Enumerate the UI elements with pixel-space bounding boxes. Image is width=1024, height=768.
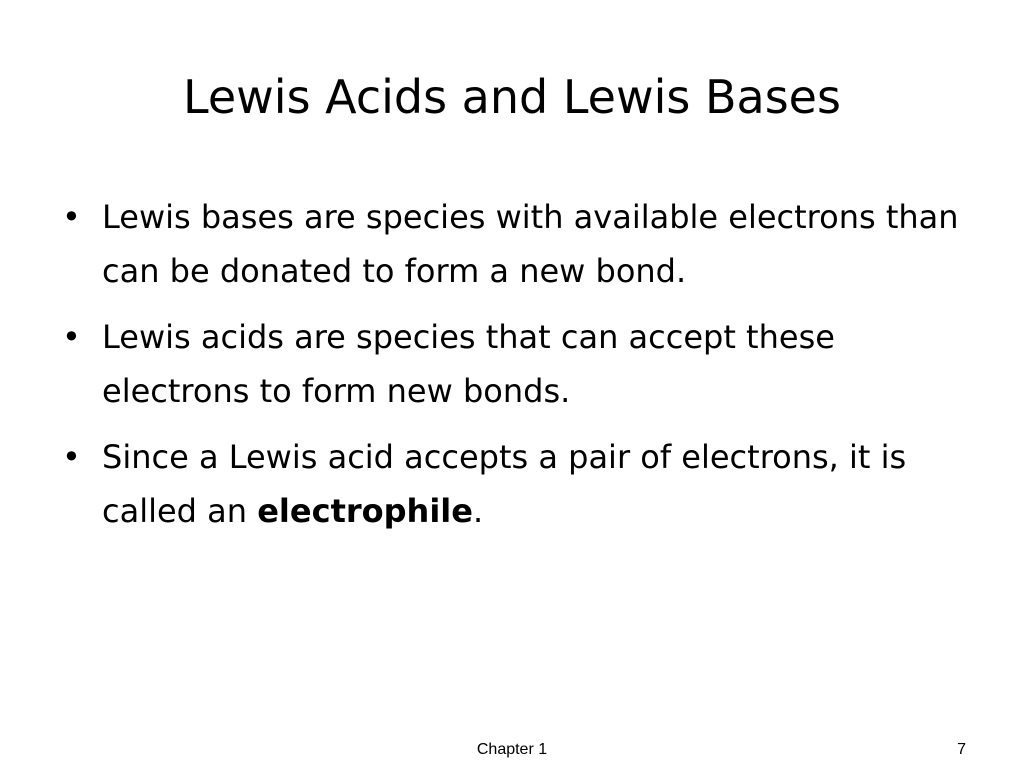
page-number: 7 bbox=[957, 741, 966, 758]
bullet-text: Lewis bases are species with available electrons than can be donated to form a new bond. bbox=[102, 198, 959, 290]
bullet-item bbox=[62, 310, 962, 418]
bullet-icon: • bbox=[62, 318, 81, 356]
emphasized-term: electrophile bbox=[257, 492, 473, 530]
bullet-list bbox=[62, 190, 962, 550]
bullet-icon: • bbox=[62, 438, 81, 476]
slide-title: Lewis Acids and Lewis Bases bbox=[183, 70, 841, 124]
bullet-text: Since a Lewis acid accepts a pair of electrons, it is called an bbox=[102, 438, 907, 530]
bullet-icon: • bbox=[62, 198, 81, 236]
bullet-text: Lewis acids are species that can accept these electrons to form new bonds. bbox=[102, 318, 835, 410]
bullet-item bbox=[62, 430, 962, 538]
bullet-item bbox=[62, 190, 962, 298]
bullet-text-end: . bbox=[472, 492, 484, 530]
footer-chapter: Chapter 1 bbox=[476, 741, 548, 758]
